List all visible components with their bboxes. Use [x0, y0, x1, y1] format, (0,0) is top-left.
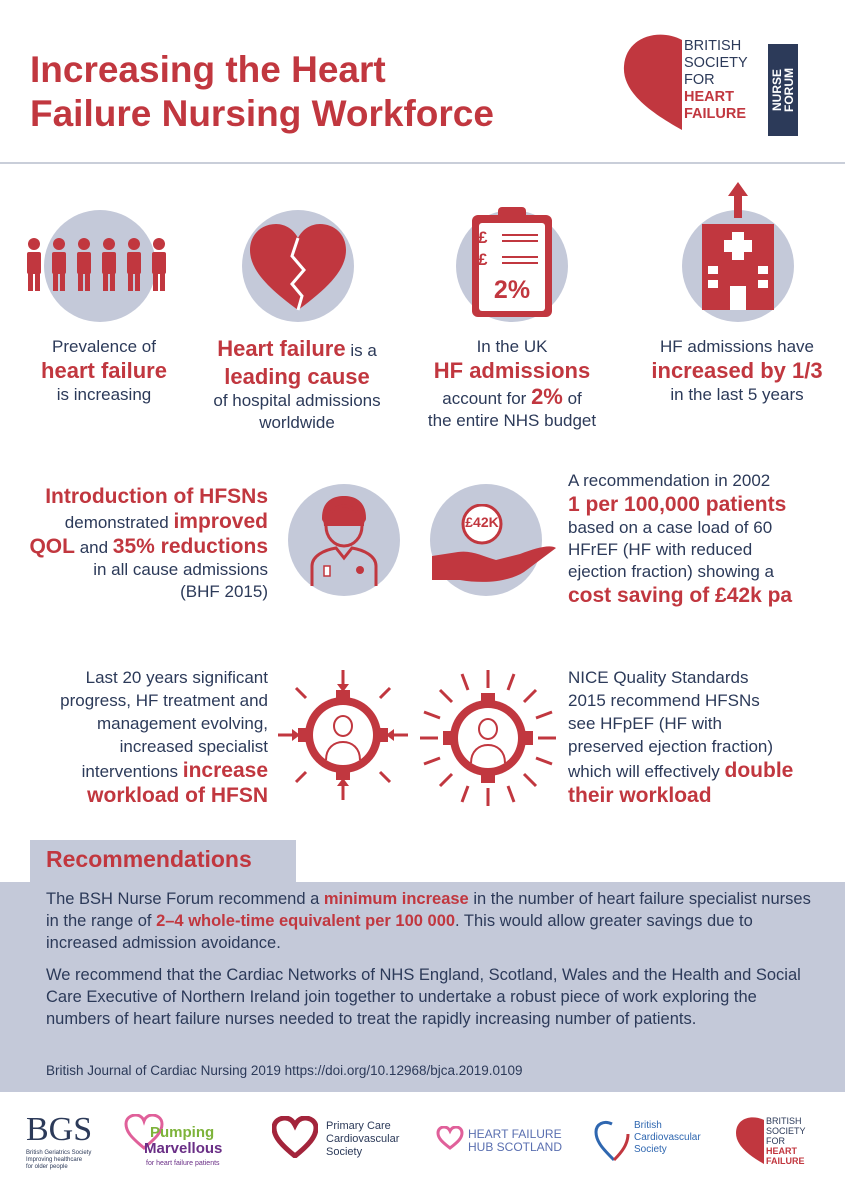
- bgs-mark: BGS: [26, 1111, 93, 1148]
- rec-highlight: minimum increase: [323, 890, 469, 908]
- stat-leading-cause: [192, 336, 402, 434]
- progress-highlight: increase: [182, 759, 268, 782]
- progress-line: [20, 758, 268, 783]
- stat-line: Prevalence of: [52, 337, 156, 356]
- nice-standards-text: [568, 666, 838, 808]
- rec-text-part: in the number of heart failure specialist nurses in the range of: [46, 890, 811, 930]
- logo-line: BRITISH: [684, 38, 742, 54]
- recommendation-paragraph-1: [46, 888, 816, 954]
- bcs-text: [634, 1120, 701, 1156]
- pound-symbol-1: £: [478, 228, 488, 247]
- stat-line: of hospital admissions: [213, 391, 381, 410]
- bsh-logo-text: [684, 38, 748, 123]
- stat-highlight: leading cause: [224, 364, 370, 389]
- bcs-line: British: [634, 1120, 662, 1131]
- rec-text-part: . This would allow greater savings due to increased admission avoidance.: [46, 912, 753, 952]
- workload-gear-icon: [276, 668, 410, 802]
- nice-line: see HFpEF (HF with: [568, 714, 722, 733]
- progress-text: [20, 666, 268, 808]
- stat-line: [402, 384, 622, 410]
- stat-highlight: increased by 1/3: [651, 358, 823, 383]
- rainbow-heart-icon: [436, 1126, 464, 1150]
- hfsn-line: (BHF 2015): [180, 582, 268, 601]
- stat-line: [192, 336, 402, 364]
- stat-highlight: Heart failure: [217, 336, 346, 361]
- hfh-line: HEART FAILURE: [468, 1127, 562, 1141]
- broken-heart-icon: [248, 222, 348, 312]
- rec2002-line: based on a case load of 60: [568, 518, 773, 537]
- bsh-footer-line: HEART: [766, 1146, 797, 1156]
- pm-line: Marvellous: [144, 1140, 223, 1157]
- stat-line: HF admissions have: [659, 337, 814, 356]
- recommendations-panel: [0, 882, 845, 1092]
- heart-outline-icon: [272, 1116, 318, 1158]
- pm-tagline: for heart failure patients: [146, 1160, 220, 1167]
- stat-increased-admissions: [632, 336, 842, 406]
- pccs-logo: [272, 1110, 402, 1180]
- stat-line: In the UK: [476, 337, 548, 356]
- rec-highlight: 2–4 whole-time equivalent per 100 000: [156, 912, 456, 930]
- hfsn-highlight: QOL: [29, 535, 75, 558]
- nurse-forum-line: FORUM: [782, 68, 796, 112]
- logo-line: SOCIETY: [684, 55, 748, 71]
- nurse-forum-line: NURSE: [770, 69, 784, 112]
- rec2002-line: A recommendation in 2002: [568, 471, 771, 490]
- logo-line: HEART: [684, 89, 734, 105]
- stat-text-part: of: [562, 389, 582, 408]
- hfsn-highlight: improved: [173, 510, 268, 533]
- title-line-1: Increasing the Heart: [30, 49, 386, 90]
- nurse-forum-badge: [768, 44, 798, 136]
- nice-line: [568, 758, 838, 783]
- logo-line: FOR: [684, 72, 715, 88]
- stat-text-part: is a: [345, 341, 377, 360]
- nurse-forum-text: [771, 68, 795, 112]
- bsh-footer-line: FAILURE: [766, 1156, 805, 1166]
- people-icon: [24, 235, 172, 295]
- pm-line: Pumping: [150, 1124, 215, 1141]
- rec2002-highlight: cost saving of £42k pa: [568, 584, 793, 607]
- hfh-line: HUB SCOTLAND: [468, 1140, 563, 1154]
- hfsn-line: [20, 534, 268, 559]
- pccs-line: Society: [326, 1146, 363, 1158]
- progress-highlight: workload of HFSN: [87, 784, 268, 807]
- bsh-footer-logo: [734, 1110, 834, 1180]
- stat-text-part: account for: [442, 389, 532, 408]
- nice-line: 2015 recommend HFSNs: [568, 691, 760, 710]
- recommendation-paragraph-2: We recommend that the Cardiac Networks of NHS England, Scotland, Wales and the Health and Social Care Executive of Northern Ireland join together to undertake a robust piece of work exploring the numbers of heart failure nurses needed to treat the rapidly increasing number of patients.: [46, 966, 801, 1028]
- header-divider: [0, 162, 845, 164]
- pccs-text: [326, 1120, 399, 1159]
- hfsn-introduction-text: [20, 484, 268, 603]
- heart-failure-hub-scotland-logo: [436, 1110, 576, 1180]
- bcs-heart-icon: [594, 1118, 632, 1162]
- bsh-footer-line: FOR: [766, 1136, 785, 1146]
- bsh-footer-text: [766, 1116, 806, 1166]
- hospital-icon: [688, 180, 788, 320]
- nice-line: NICE Quality Standards: [568, 668, 749, 687]
- money-label: £42K: [465, 514, 499, 530]
- bcs-line: Society: [634, 1144, 667, 1155]
- stat-highlight: heart failure: [41, 358, 167, 383]
- hfh-text: [468, 1128, 562, 1154]
- rec2002-highlight: 1 per 100,000 patients: [568, 493, 787, 516]
- rec2002-line: ejection fraction) showing a: [568, 562, 775, 581]
- stat-line: is increasing: [56, 385, 152, 404]
- hfsn-text-part: and: [74, 538, 113, 557]
- half-heart-icon: [620, 32, 686, 132]
- citation: British Journal of Cardiac Nursing 2019 https://doi.org/10.12968/bjca.2019.0109: [46, 1063, 523, 1078]
- half-heart-small-icon: [734, 1116, 766, 1166]
- hfsn-line: [20, 509, 268, 534]
- progress-line: Last 20 years significant: [85, 668, 268, 687]
- stat-highlight: HF admissions: [433, 358, 591, 383]
- title-line-2: Failure Nursing Workforce: [30, 93, 494, 134]
- bsh-footer-line: SOCIETY: [766, 1126, 806, 1136]
- double-workload-gear-icon: [418, 668, 558, 808]
- stat-prevalence: [14, 336, 194, 406]
- pumping-marvellous-logo: [124, 1110, 256, 1180]
- nice-text-part: which will effectively: [568, 762, 725, 781]
- hfsn-highlight: Introduction of HFSNs: [45, 485, 268, 508]
- nice-highlight: their workload: [568, 784, 712, 807]
- logo-line: FAILURE: [684, 106, 747, 122]
- bgs-logo: [26, 1110, 116, 1180]
- pound-symbol-2: £: [478, 250, 488, 269]
- pccs-line: Primary Care: [326, 1120, 391, 1132]
- bcs-logo: [594, 1110, 710, 1180]
- nurse-icon: [306, 492, 382, 588]
- progress-line: increased specialist: [119, 737, 268, 756]
- bcs-line: Cardiovascular: [634, 1132, 701, 1143]
- hfsn-line: in all cause admissions: [93, 560, 268, 579]
- stat-nhs-budget: [402, 336, 622, 432]
- bsh-nurse-forum-logo: [620, 30, 820, 140]
- hfsn-highlight: 35% reductions: [112, 535, 268, 558]
- bgs-name: British Geriatrics Society: [26, 1150, 92, 1156]
- progress-line: management evolving,: [96, 714, 268, 733]
- stat-highlight: 2%: [531, 384, 563, 409]
- stat-line: the entire NHS budget: [427, 411, 597, 430]
- clipboard-percent: 2%: [493, 276, 531, 304]
- bgs-tagline: Improving healthcare: [26, 1157, 83, 1163]
- rec-text-part: The BSH Nurse Forum recommend a: [46, 890, 324, 908]
- progress-text-part: interventions: [81, 762, 183, 781]
- bgs-tagline: for older people: [26, 1164, 68, 1170]
- recommendation-2002-text: [568, 470, 838, 608]
- hfsn-text-part: demonstrated: [64, 513, 174, 532]
- page-title: [30, 48, 590, 136]
- bsh-footer-line: BRITISH: [766, 1116, 802, 1126]
- nice-highlight: double: [724, 759, 794, 782]
- stat-line: in the last 5 years: [670, 385, 804, 404]
- nice-line: preserved ejection fraction): [568, 737, 774, 756]
- progress-line: progress, HF treatment and: [60, 691, 268, 710]
- rec2002-line: HFrEF (HF with reduced: [568, 540, 753, 559]
- pccs-line: Cardiovascular: [326, 1133, 400, 1145]
- recommendations-heading: Recommendations: [46, 846, 252, 872]
- stat-line: worldwide: [259, 413, 335, 432]
